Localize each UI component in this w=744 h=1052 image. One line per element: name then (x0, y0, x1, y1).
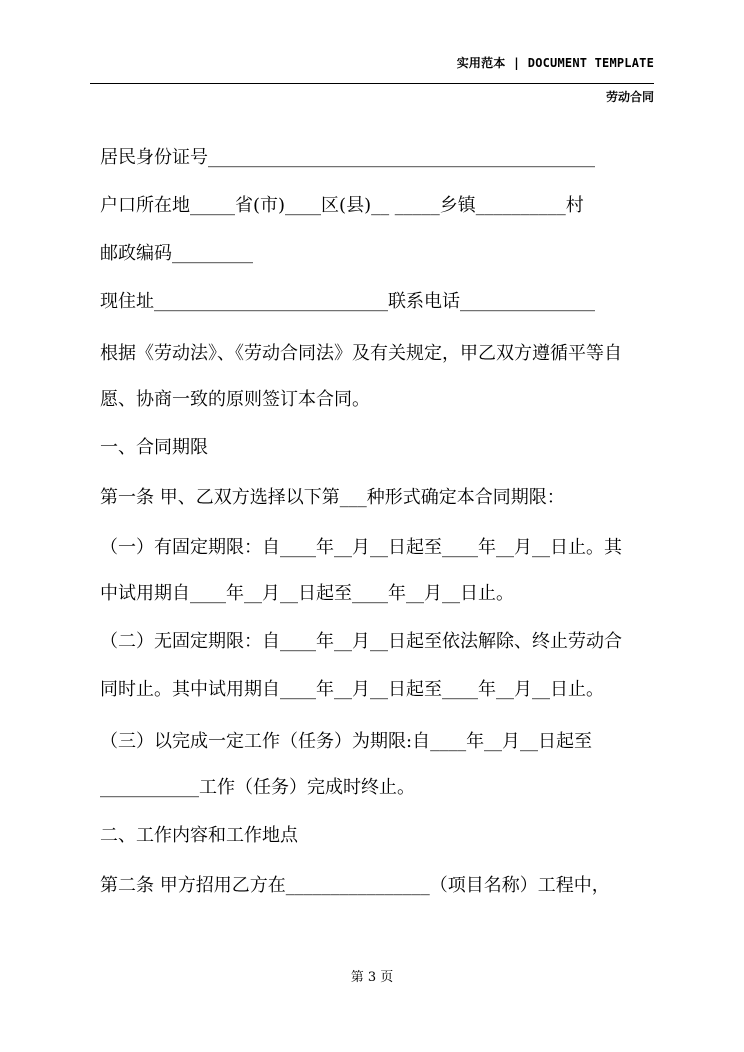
fixed-term-line-1: （一）有固定期限：自____年__月__日起至____年__月__日止。其 (100, 537, 622, 558)
current-address-phone-line: 现住址__________________________联系电话_______________ (100, 291, 595, 312)
open-term-line-2: 同时止。其中试用期自____年__月__日起至____年__月__日止。 (100, 679, 604, 700)
section-heading-contract-term: 一、合同期限 (100, 437, 208, 458)
task-term-line-1: （三）以完成一定工作（任务）为期限:自____年__月__日起至 (100, 731, 593, 752)
legal-basis-paragraph-line-2: 愿、协商一致的原则签订本合同。 (100, 389, 370, 410)
header-brand: 实用范本 | DOCUMENT TEMPLATE (456, 56, 654, 70)
header-document-type: 劳动合同 (605, 90, 654, 104)
postal-code-line: 邮政编码_________ (100, 243, 253, 264)
task-term-line-2: ___________工作（任务）完成时终止。 (100, 777, 415, 798)
legal-basis-paragraph-line-1: 根据《劳动法》、《劳动合同法》及有关规定，甲乙双方遵循平等自 (100, 343, 622, 364)
fixed-term-line-2: 中试用期自____年__月__日起至____年__月__日止。 (100, 583, 514, 604)
id-number-line: 居民身份证号___________________________________________ (100, 147, 595, 168)
household-address-line: 户口所在地_____省(市)____区(县)__ _____乡镇__________村 (100, 195, 584, 216)
section-heading-work-content: 二、工作内容和工作地点 (100, 825, 298, 846)
header-divider (90, 83, 654, 84)
open-term-line-1: （二）无固定期限：自____年__月__日起至依法解除、终止劳动合 (100, 631, 622, 652)
article-2-line: 第二条 甲方招用乙方在________________（项目名称）工程中， (100, 875, 610, 896)
page-number: 第 3 页 (350, 970, 394, 985)
article-1-line: 第一条 甲、乙双方选择以下第___种形式确定本合同期限： (100, 487, 565, 508)
